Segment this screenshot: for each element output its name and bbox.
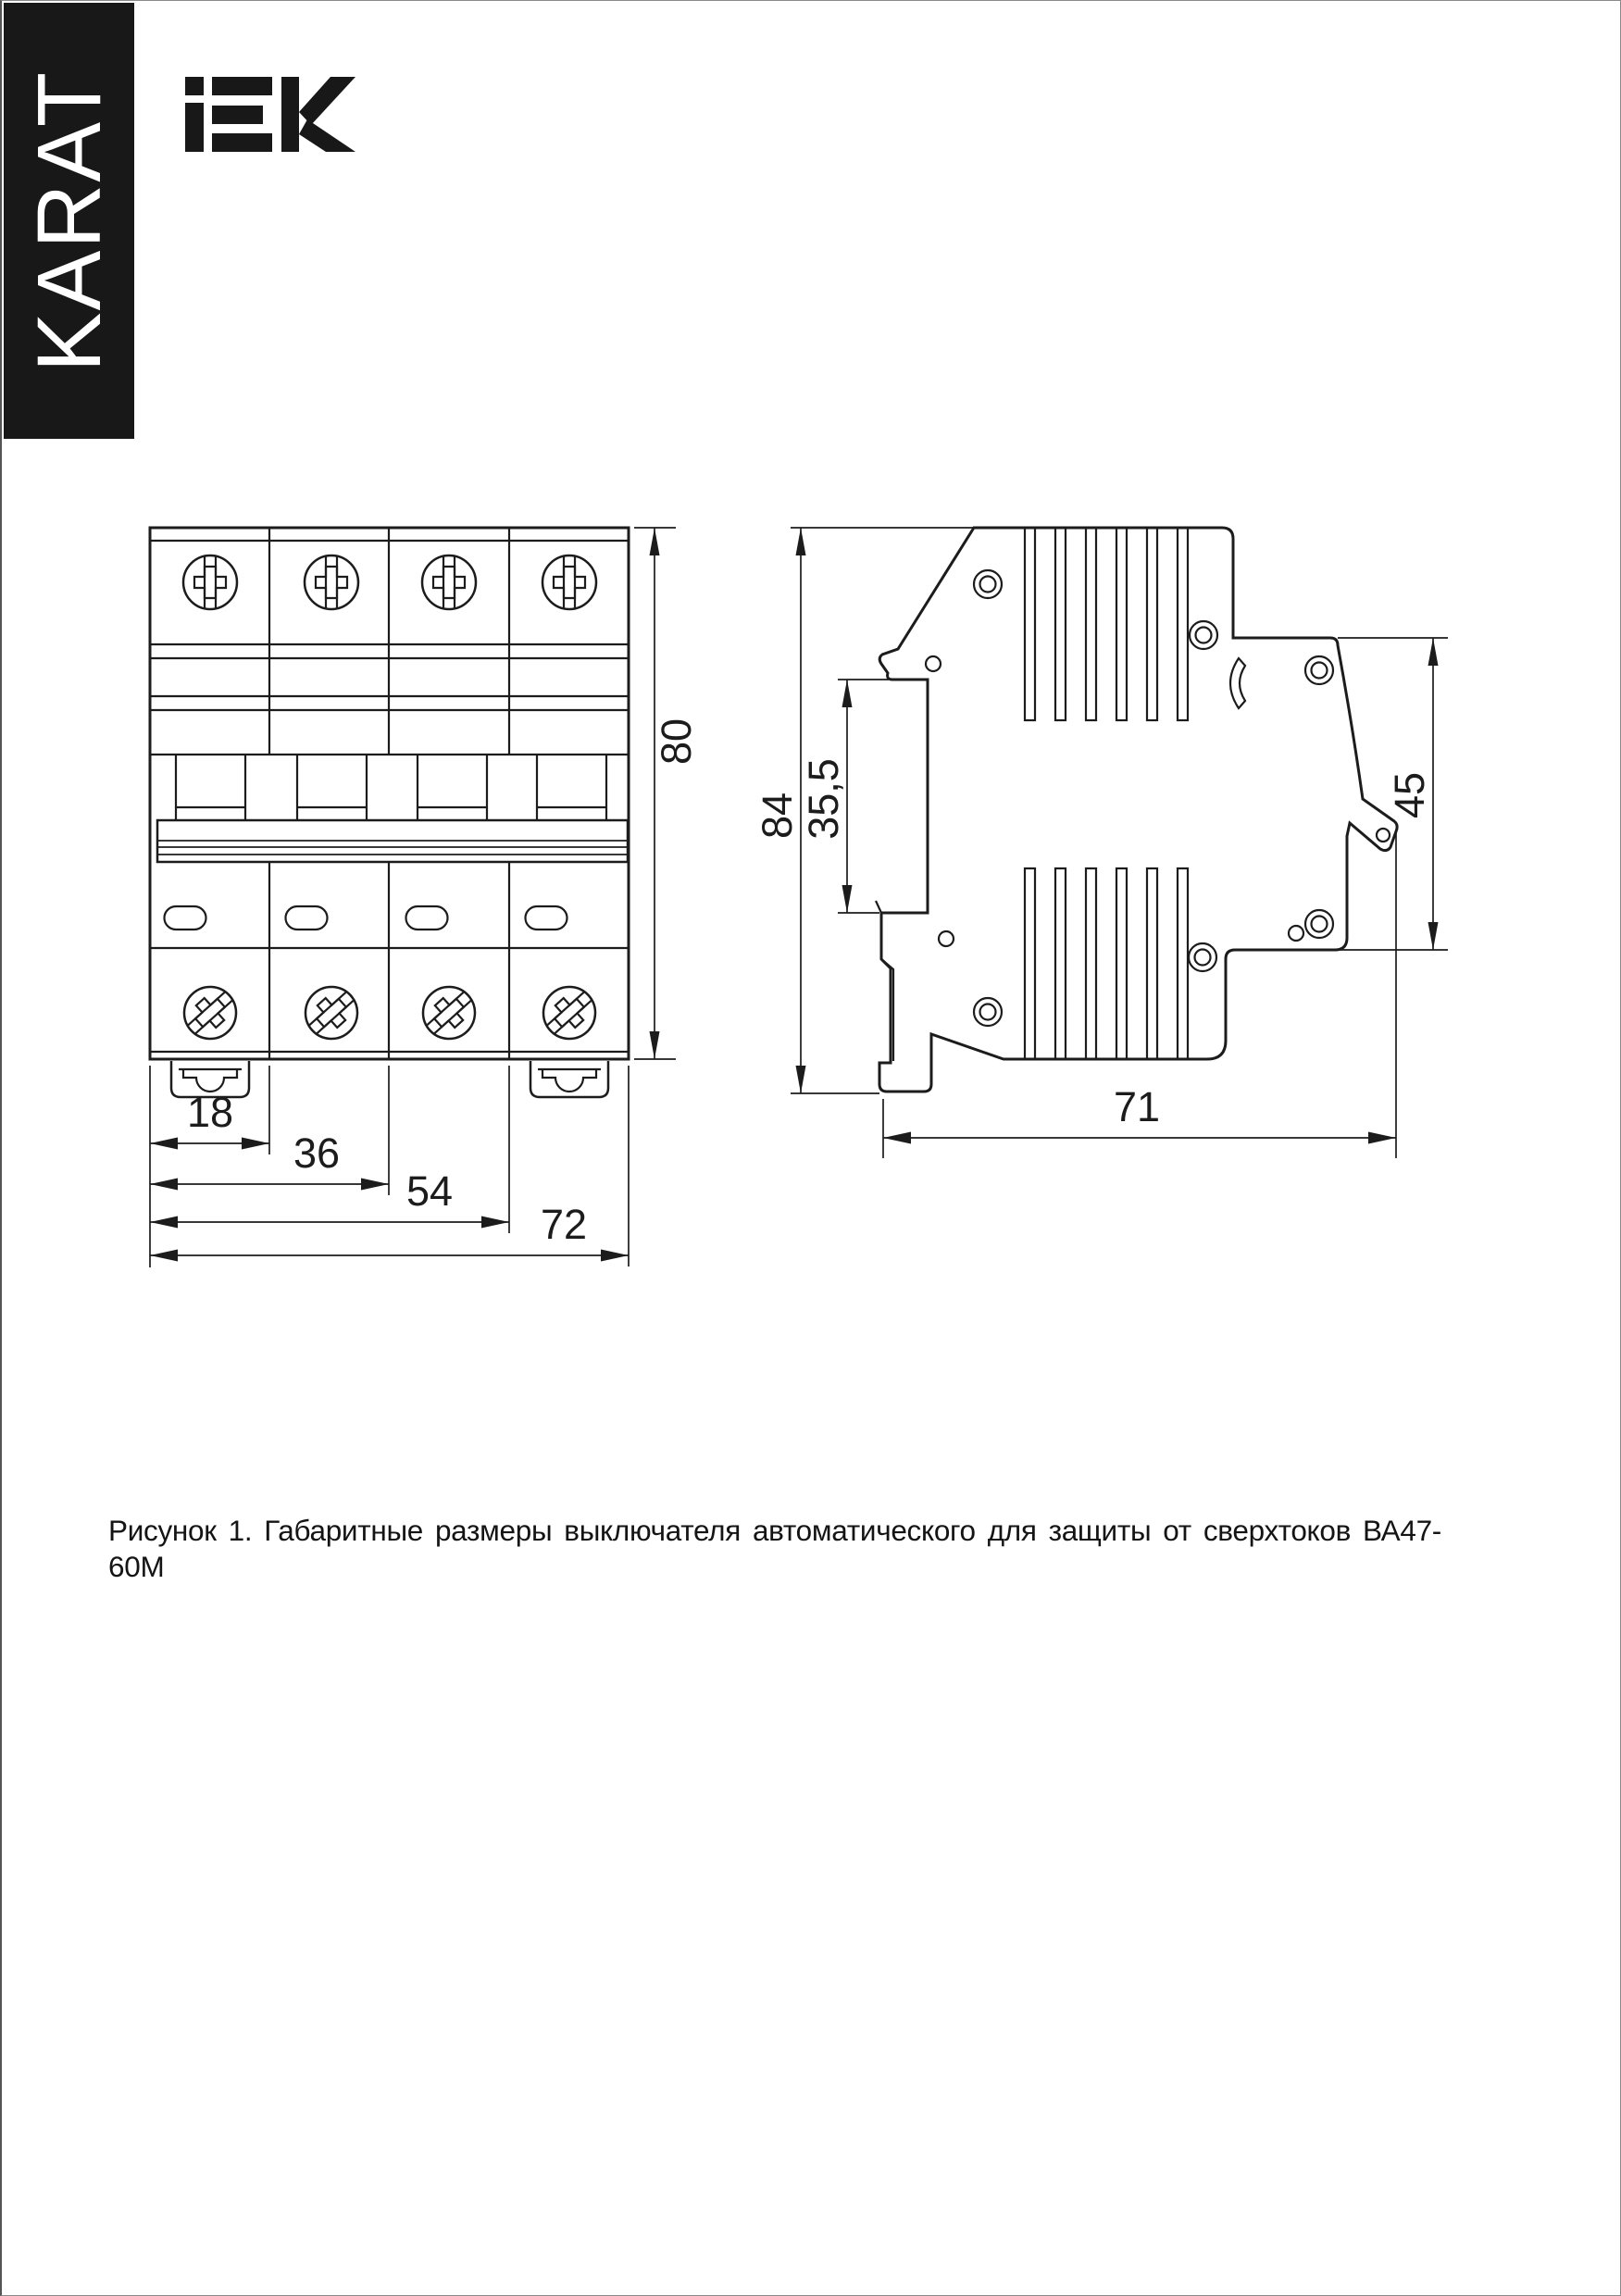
pole-dividers	[269, 528, 509, 1059]
iek-i-dot	[185, 77, 204, 95]
dimension-35-5	[800, 680, 853, 913]
toggle-handles	[176, 755, 606, 820]
terminal-screw-icon	[412, 976, 485, 1049]
terminal-screw-icon	[422, 555, 476, 609]
dim-label-36: 36	[293, 1129, 341, 1177]
dimension-18	[150, 1089, 269, 1150]
terminal-screw-icon	[173, 976, 246, 1049]
dim-label-45: 45	[1386, 771, 1433, 819]
terminal-screw-icon	[305, 555, 358, 609]
terminal-screw-icon	[183, 555, 237, 609]
dimension-45	[1386, 638, 1439, 950]
iek-e-mid-bar	[212, 106, 263, 124]
iek-k-upper-arm	[299, 77, 355, 125]
figure-caption: Рисунок 1. Габаритные размеры выключателя автоматического для защиты от сверхтоков ВА47-60М	[108, 1514, 1441, 1584]
dim-label-72: 72	[540, 1201, 588, 1248]
toggle-crossbar	[157, 820, 628, 862]
iek-k-stem	[281, 77, 299, 152]
din-rail-clips	[171, 1061, 608, 1097]
terminal-screw-icon	[532, 976, 605, 1049]
dim-label-84: 84	[754, 792, 801, 840]
breaker-side-outline	[879, 528, 1397, 1092]
iek-k-lower-arm	[299, 119, 355, 152]
karat-banner	[4, 3, 134, 439]
dim-label-54: 54	[405, 1167, 454, 1215]
side-view-drawing	[752, 505, 1483, 1181]
dimension-84	[754, 528, 806, 1093]
din-clip	[530, 1061, 608, 1097]
terminal-screw-icon	[542, 555, 596, 609]
front-view-dimensions	[150, 528, 700, 1267]
dimension-72	[150, 1201, 629, 1262]
dim-label-80: 80	[653, 718, 700, 766]
dim-label-35-5: 35,5	[800, 758, 847, 840]
iek-e-bottom-bar	[212, 133, 272, 152]
dim-label-71: 71	[1113, 1083, 1161, 1130]
dimension-71	[883, 1083, 1396, 1144]
terminal-screw-icon	[294, 976, 368, 1049]
iek-logo-icon	[181, 71, 366, 159]
iek-i-stem	[185, 103, 204, 152]
iek-e-top-bar	[212, 77, 272, 95]
dimension-80	[650, 528, 701, 1059]
karat-series-label: KARAT	[18, 69, 119, 372]
front-view-drawing	[90, 505, 701, 1292]
label-windows	[165, 906, 567, 930]
dim-label-18: 18	[186, 1089, 234, 1136]
